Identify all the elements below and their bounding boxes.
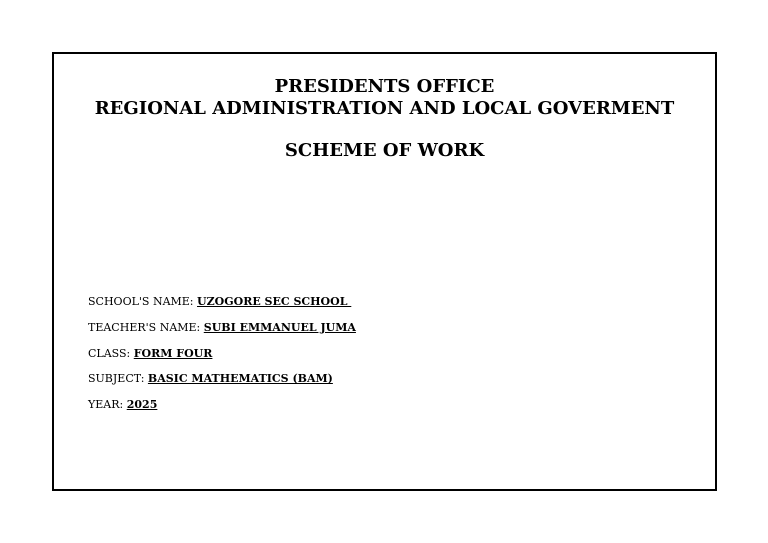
subject-value: BASIC MATHEMATICS (BAM) xyxy=(147,372,333,386)
teacher-name-label: TEACHER'S NAME: xyxy=(88,320,204,334)
year-field xyxy=(88,398,356,424)
school-name-value: UZOGORE SEC SCHOOL xyxy=(197,295,352,308)
school-name-label: SCHOOL'S NAME: xyxy=(88,295,198,308)
teacher-name-value: SUBI EMMANUEL JUMA xyxy=(203,320,356,334)
administration-title: REGIONAL ADMINISTRATION AND LOCAL GOVERMENT xyxy=(94,98,675,119)
document-frame xyxy=(52,52,717,491)
school-name-field xyxy=(88,295,356,321)
teacher-name-field xyxy=(88,321,356,347)
office-title: PRESIDENTS OFFICE xyxy=(274,76,495,97)
year-label: YEAR: xyxy=(88,398,127,412)
scheme-title: SCHEME OF WORK xyxy=(284,140,485,161)
details-block xyxy=(88,295,356,424)
subject-field xyxy=(88,372,356,398)
year-value: 2025 xyxy=(126,398,158,412)
document-header xyxy=(54,76,715,162)
subject-label: SUBJECT: xyxy=(88,372,148,386)
class-field xyxy=(88,347,356,373)
class-label: CLASS: xyxy=(88,346,134,360)
class-value: FORM FOUR xyxy=(133,346,213,360)
header-spacer xyxy=(54,120,715,140)
